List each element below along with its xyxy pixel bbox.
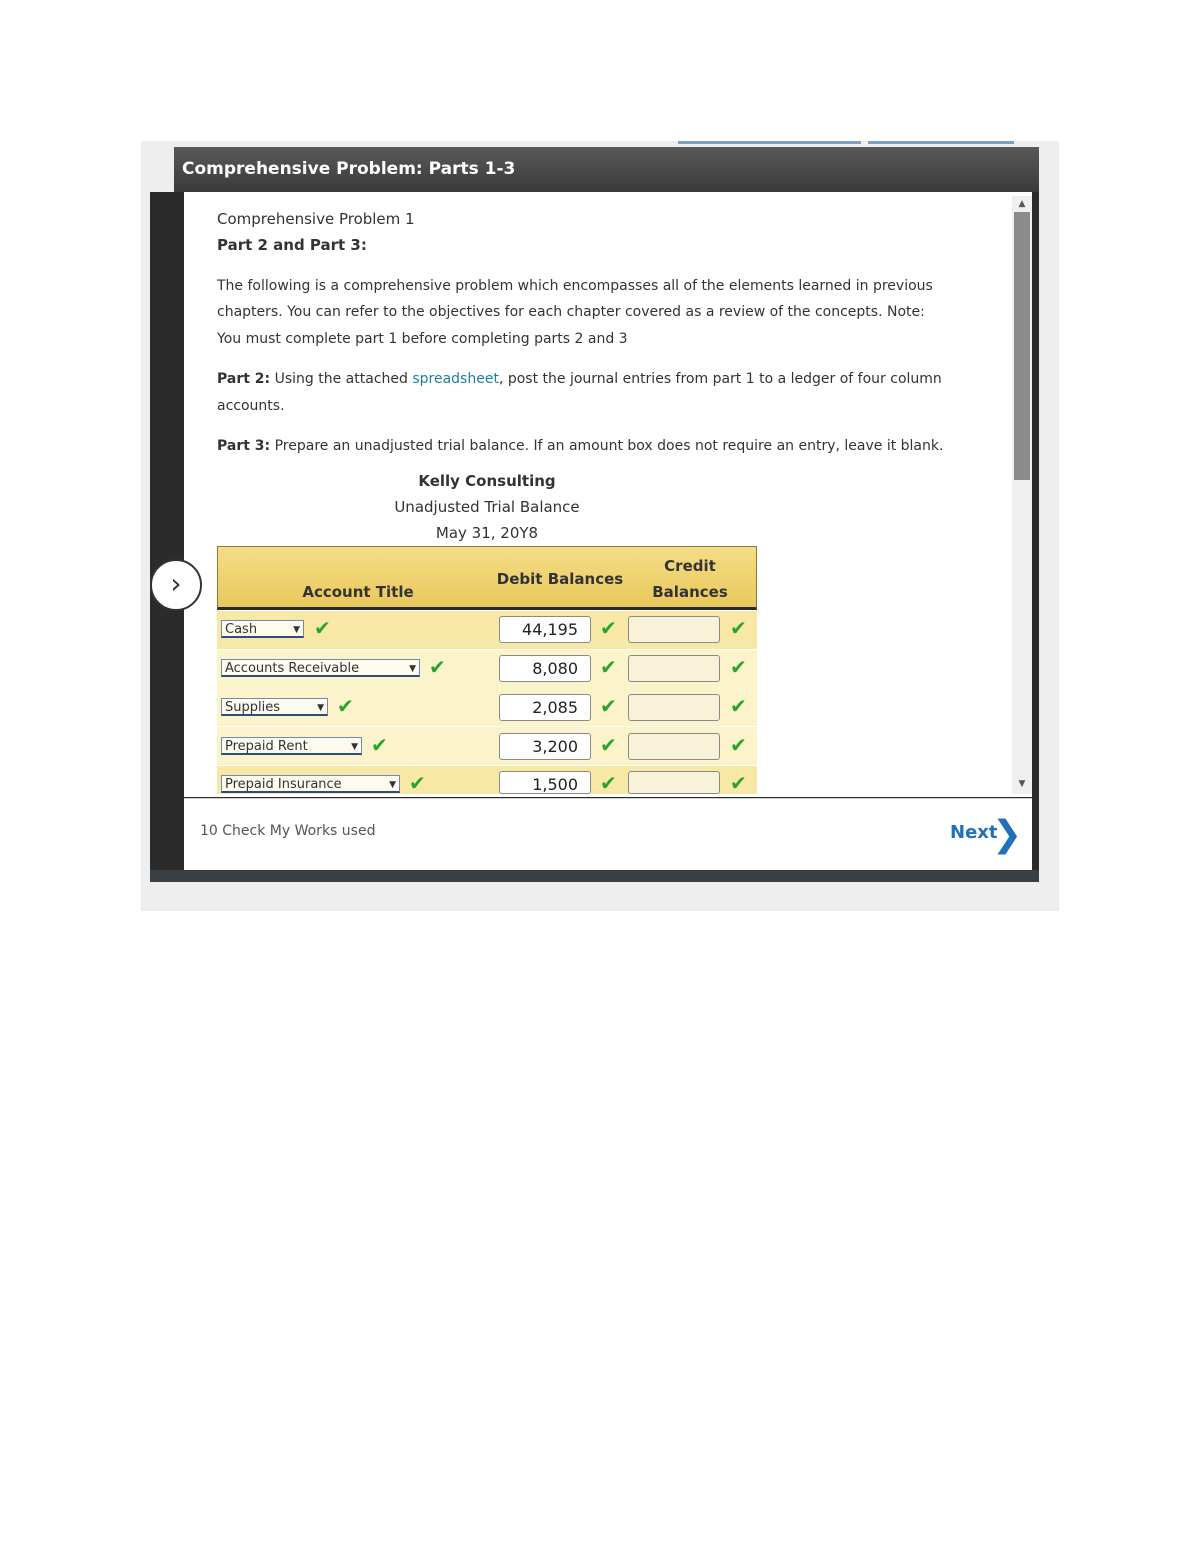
- check-icon: ✔: [730, 655, 747, 679]
- top-tab-2: [868, 141, 1014, 144]
- debit-input[interactable]: 44,195: [499, 616, 591, 643]
- check-icon: ✔: [337, 694, 354, 718]
- heading-parts: Part 2 and Part 3:: [217, 236, 367, 254]
- heading-problem: Comprehensive Problem 1: [217, 210, 415, 228]
- check-icon: ✔: [730, 771, 747, 795]
- intro-line-2: chapters. You can refer to the objectives for each chapter covered as a review of the concepts. Note:: [217, 304, 925, 320]
- part3-paragraph: Part 3: Prepare an unadjusted trial balance. If an amount box does not require an entry, leave it blank.: [217, 438, 944, 454]
- scroll-up-icon[interactable]: ▲: [1018, 199, 1026, 209]
- check-icon: ✔: [600, 694, 617, 718]
- col-account-title: Account Title: [302, 583, 414, 601]
- check-icon: ✔: [429, 655, 446, 679]
- check-icon: ✔: [730, 616, 747, 640]
- dropdown-icon: ▼: [351, 742, 358, 752]
- dropdown-icon: ▼: [389, 780, 396, 790]
- dialog-bottom-bar: [150, 870, 1039, 882]
- col-credit-label: Credit: [664, 557, 716, 575]
- intro-line-1: The following is a comprehensive problem which encompasses all of the elements learned in previous: [217, 278, 933, 294]
- part3-label: Part 3:: [217, 438, 271, 454]
- dropdown-icon: ▼: [409, 664, 416, 674]
- debit-input[interactable]: 8,080: [499, 655, 591, 682]
- chevron-right-icon[interactable]: ❯: [992, 814, 1023, 855]
- next-button[interactable]: Next: [950, 822, 998, 843]
- col-debit-balances: Debit Balances: [496, 570, 624, 588]
- debit-input[interactable]: 2,085: [499, 694, 591, 721]
- dropdown-icon: ▼: [293, 625, 300, 635]
- account-select[interactable]: Cash ▼: [221, 620, 304, 638]
- credit-input[interactable]: [628, 694, 720, 721]
- debit-input[interactable]: 1,500: [499, 771, 591, 794]
- check-icon: ✔: [314, 616, 331, 640]
- report-title: Unadjusted Trial Balance: [394, 498, 580, 516]
- part2-label: Part 2:: [217, 371, 271, 387]
- intro-line-3: You must complete part 1 before completing parts 2 and 3: [217, 331, 628, 347]
- account-select[interactable]: Supplies ▼: [221, 698, 328, 716]
- credit-input[interactable]: [628, 771, 720, 794]
- expand-nav-icon[interactable]: ›: [150, 559, 202, 611]
- check-icon: ✔: [409, 771, 426, 795]
- top-tab-1: [678, 141, 861, 144]
- credit-input[interactable]: [628, 655, 720, 682]
- dropdown-icon: ▼: [317, 703, 324, 713]
- col-credit-balances: Balances: [652, 583, 728, 601]
- credit-input[interactable]: [628, 616, 720, 643]
- check-icon: ✔: [600, 733, 617, 757]
- check-icon: ✔: [600, 655, 617, 679]
- scrollbar-thumb[interactable]: [1014, 212, 1030, 480]
- dialog-title: Comprehensive Problem: Parts 1-3: [174, 147, 1039, 192]
- check-icon: ✔: [600, 771, 617, 795]
- report-date: May 31, 20Y8: [435, 524, 539, 542]
- check-icon: ✔: [371, 733, 388, 757]
- debit-input[interactable]: 3,200: [499, 733, 591, 760]
- part2-paragraph: Part 2: Using the attached spreadsheet, post the journal entries from part 1 to a ledger of four column: [217, 371, 942, 387]
- account-select[interactable]: Accounts Receivable ▼: [221, 659, 420, 677]
- part2-text-end: accounts.: [217, 398, 285, 414]
- check-my-work-counter: 10 Check My Works used: [200, 823, 376, 839]
- credit-input[interactable]: [628, 733, 720, 760]
- account-select[interactable]: Prepaid Insurance ▼: [221, 775, 400, 793]
- report-company: Kelly Consulting: [418, 472, 556, 490]
- spreadsheet-link[interactable]: spreadsheet: [412, 371, 499, 387]
- check-icon: ✔: [730, 694, 747, 718]
- account-select[interactable]: Prepaid Rent ▼: [221, 737, 362, 755]
- scroll-down-icon[interactable]: ▼: [1018, 779, 1026, 789]
- check-icon: ✔: [600, 616, 617, 640]
- check-icon: ✔: [730, 733, 747, 757]
